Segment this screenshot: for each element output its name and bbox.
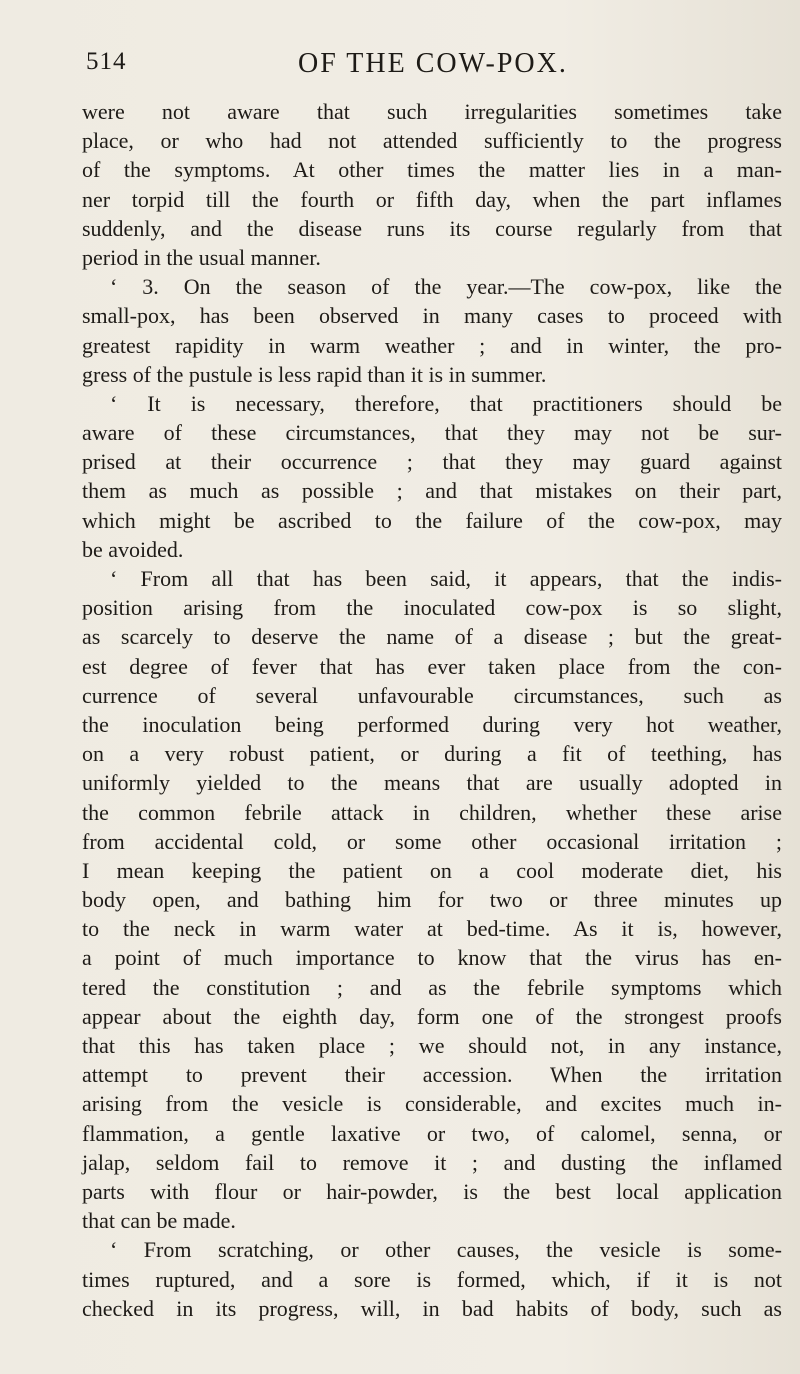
text-line: prised at their occurrence ; that they may guard against bbox=[82, 449, 782, 475]
text-line: on a very robust patient, or during a fit of teething, has bbox=[82, 741, 782, 767]
text-line: that can be made. bbox=[82, 1208, 236, 1234]
text-line: parts with flour or hair-powder, is the best local application bbox=[82, 1178, 782, 1204]
text-line: them as much as possible ; and that mistakes on their part, bbox=[82, 478, 782, 504]
text-line: gress of the pustule is less rapid than it is in summer. bbox=[82, 361, 547, 387]
text-line: attempt to prevent their accession. When the irritation bbox=[82, 1062, 782, 1088]
text-line: the inoculation being performed during very hot weather, bbox=[82, 711, 782, 737]
text-line: that this has taken place ; we should not, in any instance, bbox=[82, 1033, 782, 1058]
text-line: ‘ It is necessary, therefore, that practitioners should be bbox=[110, 390, 782, 416]
text-line: ‘ From all that has been said, it appears, that the indis- bbox=[110, 566, 782, 591]
text-line: I mean keeping the patient on a cool moderate diet, his bbox=[82, 857, 782, 883]
text-line: to the neck in warm water at bed-time. As it is, however, bbox=[82, 916, 782, 942]
text-line: ‘ From scratching, or other causes, the vesicle is some- bbox=[110, 1237, 782, 1263]
text-line: which might be ascribed to the failure of the cow-pox, may bbox=[82, 507, 782, 533]
text-line: position arising from the inoculated cow-pox is so slight, bbox=[82, 595, 782, 621]
text-line: ner torpid till the fourth or fifth day, when the part inflames bbox=[82, 186, 782, 212]
text-line: suddenly, and the disease runs its course regularly from that bbox=[82, 215, 782, 241]
text-line: greatest rapidity in warm weather ; and in winter, the pro- bbox=[82, 332, 782, 358]
text-line: aware of these circumstances, that they may not be sur- bbox=[82, 420, 782, 446]
text-line: ‘ 3. On the season of the year.—The cow-pox, like the bbox=[110, 274, 782, 300]
page-number: 514 bbox=[86, 48, 127, 75]
text-line: small-pox, has been observed in many cases to proceed with bbox=[82, 303, 782, 329]
running-head: OF THE COW-POX. bbox=[298, 48, 568, 79]
text-line: appear about the eighth day, form one of the strongest proofs bbox=[82, 1003, 782, 1029]
text-line: a point of much importance to know that the virus has en- bbox=[82, 945, 782, 971]
text-line: jalap, seldom fail to remove it ; and dusting the inflamed bbox=[82, 1149, 782, 1175]
page-header bbox=[86, 48, 776, 88]
text-line: est degree of fever that has ever taken place from the con- bbox=[82, 653, 782, 679]
text-line: place, or who had not attended sufficiently to the progress bbox=[82, 128, 782, 154]
text-line: from accidental cold, or some other occasional irritation ; bbox=[82, 828, 782, 854]
text-line: the common febrile attack in children, whether these arise bbox=[82, 799, 782, 825]
text-line: of the symptoms. At other times the matter lies in a man- bbox=[82, 157, 782, 183]
text-line: be avoided. bbox=[82, 536, 184, 562]
text-line: checked in its progress, will, in bad habits of body, such as bbox=[82, 1295, 782, 1321]
text-line: as scarcely to deserve the name of a disease ; but the great- bbox=[82, 624, 782, 650]
body-text bbox=[82, 97, 782, 1323]
text-line: flammation, a gentle laxative or two, of calomel, senna, or bbox=[82, 1120, 782, 1146]
text-line: were not aware that such irregularities sometimes take bbox=[82, 99, 782, 124]
text-line: uniformly yielded to the means that are usually adopted in bbox=[82, 770, 782, 796]
text-line: body open, and bathing him for two or three minutes up bbox=[82, 887, 782, 913]
text-line: currence of several unfavourable circumstances, such as bbox=[82, 682, 782, 708]
text-line: arising from the vesicle is considerable, and excites much in- bbox=[82, 1091, 782, 1117]
text-line: tered the constitution ; and as the febrile symptoms which bbox=[82, 974, 782, 1000]
text-line: times ruptured, and a sore is formed, which, if it is not bbox=[82, 1266, 782, 1292]
text-line: period in the usual manner. bbox=[82, 244, 321, 270]
